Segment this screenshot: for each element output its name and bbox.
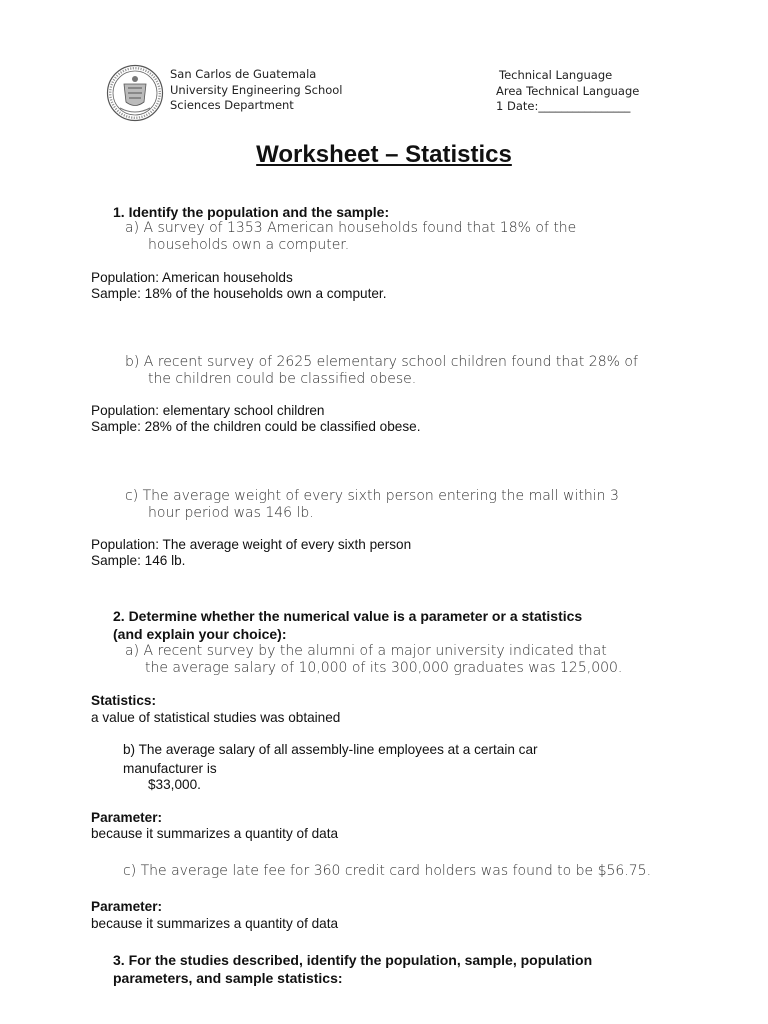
q1-c-line-1: c) The average weight of every sixth person entering the mall within 3 <box>125 488 619 504</box>
q1-c-population: Population: The average weight of every sixth person <box>91 537 412 552</box>
q2-a-line-2: the average salary of 10,000 of its 300,000 graduates was 125,000. <box>145 660 623 676</box>
q1-a-line-1: a) A survey of 1353 American households found that 18% of the <box>125 220 577 236</box>
q1-b-population: Population: elementary school children <box>91 403 325 418</box>
q2-b-line-2: manufacturer is <box>123 761 217 776</box>
q2-b-explanation: because it summarizes a quantity of data <box>91 826 339 841</box>
q2-c-explanation: because it summarizes a quantity of data <box>91 916 339 931</box>
q3-heading-line-1: 3. For the studies described, identify the population, sample, population <box>113 952 593 968</box>
q1-c-line-2: hour period was 146 lb. <box>148 505 314 521</box>
header-date: 1 Date:________________ <box>496 99 631 113</box>
q2-c-line-1: c) The average late fee for 360 credit card holders was found to be $56.75. <box>123 863 652 879</box>
q1-c-sample: Sample: 146 lb. <box>91 553 186 568</box>
q2-b-line-1: b) The average salary of all assembly-line employees at a certain car <box>123 742 538 757</box>
q1-heading: 1. Identify the population and the sample: <box>113 204 390 220</box>
q1-a-sample: Sample: 18% of the households own a computer. <box>91 286 387 301</box>
q2-heading-line-1: 2. Determine whether the numerical value is a parameter or a statistics <box>113 608 583 624</box>
q2-b-label: Parameter: <box>91 810 163 825</box>
q2-a-label: Statistics: <box>91 693 156 708</box>
header-right <box>496 68 639 115</box>
q1-b-line-1: b) A recent survey of 2625 elementary school children found that 28% of <box>125 354 638 370</box>
q2-b-line-3: $33,000. <box>148 777 201 792</box>
q1-a-line-2: households own a computer. <box>148 237 350 253</box>
header-left <box>170 67 343 114</box>
q2-heading-line-2: (and explain your choice): <box>113 626 287 642</box>
header-school: University Engineering School <box>170 82 343 97</box>
q1-b-line-2: the children could be classified obese. <box>148 371 417 387</box>
q2-a-line-1: a) A recent survey by the alumni of a major university indicated that <box>125 643 607 659</box>
q1-b-sample: Sample: 28% of the children could be classified obese. <box>91 419 421 434</box>
page-title: Worksheet – Statistics <box>256 141 512 168</box>
q1-a-population: Population: American households <box>91 270 293 285</box>
header-area: Area Technical Language <box>496 83 640 98</box>
header-institution: San Carlos de Guatemala <box>170 67 317 81</box>
q3-heading-line-2: parameters, and sample statistics: <box>113 970 343 986</box>
header-course: Technical Language <box>499 68 613 82</box>
q2-c-label: Parameter: <box>91 899 163 914</box>
q2-a-explanation: a value of statistical studies was obtained <box>91 710 341 725</box>
header-department: Sciences Department <box>170 98 294 112</box>
university-seal-icon <box>106 64 164 122</box>
